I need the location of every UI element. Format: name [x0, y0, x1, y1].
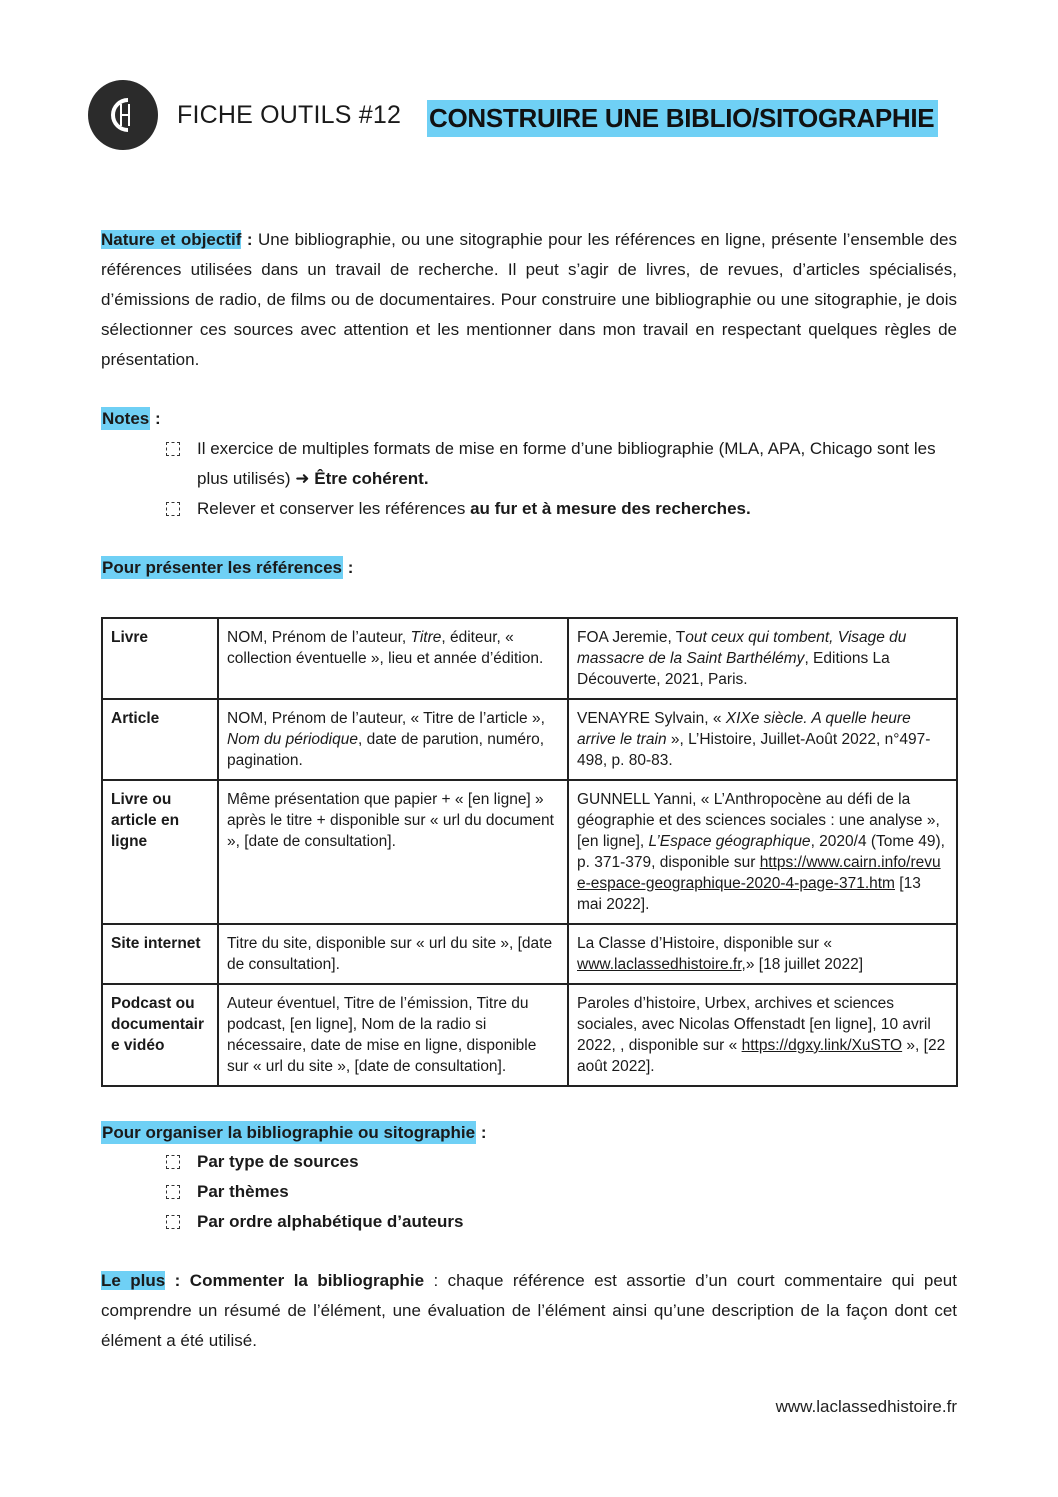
row-format: Titre du site, disponible sur « url du site », [date de consultation]. [218, 924, 568, 984]
list-item: Relever et conserver les références au fur et à mesure des recherches. [165, 494, 957, 524]
podcast-link[interactable]: https://dgxy.link/XuSTO [741, 1037, 903, 1054]
table-row [102, 699, 957, 780]
intro-label: Nature et objectif [101, 230, 242, 249]
present-heading: Pour présenter les références : [102, 558, 354, 577]
intro-paragraph: Nature et objectif : Une bibliographie, ou une sitographie pour les références en ligne, présente l’ensemble des références utilisées dans un travail de recherche. Il peut s’agir de livres, de revues, d’articles spécialisés, d’émissions de radio, de films ou de documentaires. Pour construire une bibliographie ou une sitographie, je dois sélectionner ces sources avec attention et les mentionner dans mon travail en respectant quelques règles de présentation. [101, 230, 958, 369]
classe-histoire-logo-icon [88, 80, 158, 150]
row-format: Auteur éventuel, Titre de l’émission, Titre du podcast, [en ligne], Nom de la radio si nécessaire, date de mise en ligne, disponible sur « url du site », [date de consultation]. [218, 984, 568, 1086]
table-row [102, 984, 957, 1086]
row-type: Site internet [102, 924, 218, 984]
row-type: Podcast ou documentair e vidéo [102, 984, 218, 1086]
row-example: VENAYRE Sylvain, « XIXe siècle. A quelle heure arrive le train », L’Histoire, Juillet-Août 2022, n°497-498, p. 80-83. [568, 699, 957, 780]
table-row [102, 780, 957, 924]
site-link[interactable]: www.laclassedhistoire.fr [577, 956, 742, 973]
footer-url: www.laclassedhistoire.fr [775, 1397, 957, 1416]
intro-text: Une bibliographie, ou une sitographie pour les références en ligne, présente l’ensemble des références utilisées dans un travail de recherche. Il peut s’agir de livres, de revues, d’articles spécialisés, d’émissions de radio, de films ou de documentaires. Pour construire une bibliographie ou une sitographie, je dois sélectionner ces sources avec attention et les mentionner dans mon travail en respectant quelques règles de présentation. [101, 230, 958, 369]
row-format: Même présentation que papier + « [en ligne] » après le titre + disponible sur « url du document », [date de consultation]. [218, 780, 568, 924]
table-row [102, 924, 957, 984]
notes-list [165, 434, 957, 524]
checkbox-icon [166, 442, 180, 456]
organize-heading: Pour organiser la bibliographie ou sitographie : [102, 1123, 487, 1142]
checkbox-icon [166, 1185, 180, 1199]
checkbox-icon [166, 1155, 180, 1169]
checkbox-icon [166, 502, 180, 516]
row-format: NOM, Prénom de l’auteur, Titre, éditeur, « collection éventuelle », lieu et année d’édition. [218, 618, 568, 699]
row-example: FOA Jeremie, Tout ceux qui tombent, Visage du massacre de la Saint Barthélémy, Editions La Découverte, 2021, Paris. [568, 618, 957, 699]
plus-paragraph: Le plus : Commenter la bibliographie : chaque référence est assortie d’un court commentaire qui peut comprendre un résumé de l’élément, une évaluation de l’élément ainsi qu’une description de la façon dont cet élément a été utilisé. [101, 1271, 957, 1350]
list-item: Il exercice de multiples formats de mise en forme d’une bibliographie (MLA, APA, Chicago sont les plus utilisés) ➜ Être cohérent. [165, 434, 957, 494]
row-example: La Classe d’Histoire, disponible sur « www.laclassedhistoire.fr,» [18 juillet 2022] [568, 924, 957, 984]
row-example: Paroles d’histoire, Urbex, archives et sciences sociales, avec Nicolas Offenstadt [en ligne], 10 avril 2022, , disponible sur « https://dgxy.link/XuSTO », [22 août 2022]. [568, 984, 957, 1086]
cairn-link[interactable]: https://www.cairn.info/revue-espace-geographique-2020-4-page-371.htm [577, 854, 941, 892]
references-table [101, 617, 958, 1087]
row-format: NOM, Prénom de l’auteur, « Titre de l’article », Nom du périodique, date de parution, numéro, pagination. [218, 699, 568, 780]
checkbox-icon [166, 1215, 180, 1229]
row-example: GUNNELL Yanni, « L’Anthropocène au défi de la géographie et des sciences sociales : une analyse », [en ligne], L’Espace géographique, 2020/4 (Tome 49), p. 371-379, disponible sur https://www.cairn.info/revue-espace-geographique-2020-4-page-371.htm [13 mai 2022]. [568, 780, 957, 924]
row-type: Article [102, 699, 218, 780]
organize-list [165, 1147, 957, 1237]
list-item: Par type de sources [165, 1147, 957, 1177]
row-type: Livre [102, 618, 218, 699]
row-type: Livre ou article en ligne [102, 780, 218, 924]
plus-label: Le plus [101, 1271, 166, 1290]
table-row [102, 618, 957, 699]
arrow-icon: ➜ [295, 469, 315, 488]
notes-heading: Notes : [102, 409, 161, 428]
list-item: Par ordre alphabétique d’auteurs [165, 1207, 957, 1237]
sheet-label: FICHE OUTILS #12 [177, 101, 402, 129]
page-title: CONSTRUIRE UNE BIBLIO/SITOGRAPHIE [427, 100, 938, 137]
list-item: Par thèmes [165, 1177, 957, 1207]
